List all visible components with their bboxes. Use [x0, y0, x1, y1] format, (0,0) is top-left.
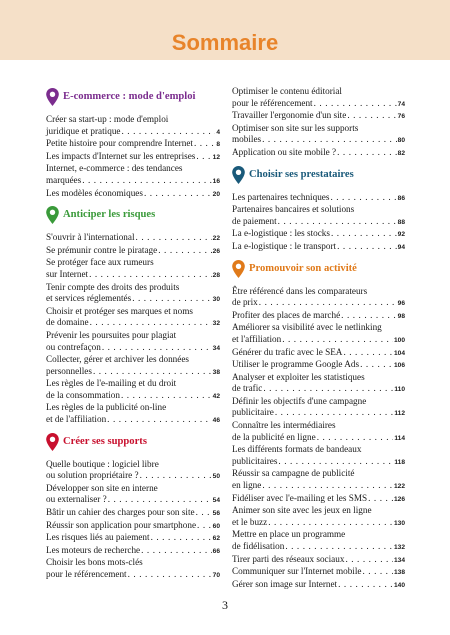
- toc-entry-title: Les impacts d'Internet sur les entreprises: [46, 150, 196, 161]
- toc-page-number: 38: [212, 368, 220, 376]
- dot-leader: [363, 566, 393, 578]
- toc-entry[interactable]: [46, 507, 220, 520]
- toc-entry[interactable]: [46, 354, 220, 378]
- section-title: Créer ses supports: [63, 435, 147, 447]
- toc-page-number: 114: [394, 434, 405, 442]
- dot-leader: [263, 383, 393, 395]
- toc-entry[interactable]: [232, 192, 405, 205]
- toc-entry[interactable]: [46, 245, 220, 258]
- toc-page-number: 50: [212, 473, 220, 481]
- map-pin-icon: [232, 166, 245, 184]
- dot-leader: [194, 138, 215, 150]
- section-heading: [46, 206, 220, 224]
- toc-entry[interactable]: [46, 330, 220, 354]
- toc-entry[interactable]: [46, 483, 220, 507]
- toc-entry-title: de prix: [232, 297, 258, 308]
- toc-page-number: 12: [212, 153, 220, 161]
- dot-leader: [144, 188, 212, 200]
- toc-entry-title: La e-logistique : les stocks: [232, 228, 330, 239]
- toc-page-number: 94: [397, 243, 405, 251]
- map-pin-icon: [46, 433, 59, 451]
- toc-entry-title: et de l'affiliation: [46, 414, 107, 425]
- toc-entry[interactable]: [46, 138, 220, 151]
- toc-page-number: 104: [393, 349, 405, 357]
- toc-entry-title: publicitaires: [232, 455, 278, 466]
- toc-entry-title: Prévenir les poursuites pour plagiat: [46, 329, 177, 340]
- toc-entry[interactable]: [232, 322, 405, 346]
- toc-entry-title: Les modèles économiques: [46, 187, 143, 198]
- toc-entry-title: Être référencé dans les comparateurs: [232, 285, 368, 296]
- toc-page-number: 20: [212, 190, 220, 198]
- page-number: 3: [222, 598, 228, 612]
- toc-entry-title: pour le référencement: [232, 97, 313, 108]
- dot-leader: [317, 432, 394, 444]
- toc-page-number: 134: [393, 556, 405, 564]
- toc-entry[interactable]: [46, 232, 220, 245]
- toc-page-number: 126: [393, 495, 405, 503]
- toc-entry[interactable]: [232, 372, 405, 396]
- toc-entry-title: de la consommation: [46, 389, 120, 400]
- toc-entry-title: Réussir son application pour smartphone: [46, 519, 197, 530]
- dot-leader: [132, 293, 211, 305]
- toc-entry-title: Petite histoire pour comprendre Internet: [46, 138, 193, 149]
- dot-leader: [285, 541, 393, 553]
- toc-entry-title: Définir les objectifs d'une campagne: [232, 395, 367, 406]
- dot-leader: [275, 407, 394, 419]
- toc-entry[interactable]: [232, 286, 405, 310]
- toc-page-number: 96: [397, 300, 405, 308]
- toc-entry-title: Optimiser le contenu éditorial: [232, 86, 342, 96]
- section-title: Promouvoir son activité: [249, 262, 357, 274]
- toc-entry[interactable]: [232, 566, 405, 579]
- toc-entry[interactable]: [232, 310, 405, 323]
- toc-entry-title: Utiliser le programme Google Ads: [232, 359, 360, 370]
- toc-entry-title: Fidéliser avec l'e-mailing et les SMS: [232, 492, 368, 503]
- toc-entry[interactable]: [46, 151, 220, 164]
- toc-entry[interactable]: [232, 468, 405, 492]
- toc-entry-title: Les risques liés au paiement: [46, 532, 150, 543]
- toc-page-number: 138: [393, 569, 405, 577]
- toc-entry-title: Les moteurs de recherche: [46, 544, 141, 555]
- toc-entry[interactable]: [232, 420, 405, 444]
- dot-leader: [82, 175, 211, 187]
- toc-entry-title: pour le référencement: [46, 569, 127, 579]
- toc-entry[interactable]: [232, 505, 405, 529]
- toc-page-number: 8: [216, 141, 220, 149]
- toc-entry[interactable]: [232, 204, 405, 228]
- toc-entry-title: juridique et pratique: [46, 125, 121, 136]
- toc-entry-title: Collecter, gérer et archiver les données: [46, 354, 189, 365]
- toc-entry-title: publicitaire: [232, 407, 274, 418]
- toc-entry[interactable]: [46, 114, 220, 138]
- toc-page-number: 26: [212, 247, 220, 255]
- toc-entry-title: Créer sa start-up : mode d'emploi: [46, 114, 169, 124]
- toc-entry-title: mobiles: [232, 134, 262, 145]
- dot-leader: [330, 192, 396, 204]
- toc-entry[interactable]: [232, 554, 405, 567]
- toc-entry-title: Gérer son image sur Internet: [232, 578, 338, 589]
- dot-leader: [262, 134, 397, 146]
- toc-entry[interactable]: [232, 147, 405, 160]
- toc-entry-title: et l'affiliation: [232, 333, 282, 344]
- dot-leader: [314, 98, 397, 110]
- toc-entry-title: Développer son site en interne: [46, 482, 158, 493]
- toc-entry-title: Générer du trafic avec le SEA: [232, 346, 343, 357]
- toc-entry-title: ou contrefaçon: [46, 341, 101, 352]
- dot-leader: [196, 507, 212, 519]
- dot-leader: [197, 520, 212, 532]
- section-heading: [232, 260, 405, 278]
- toc-page-number: 66: [212, 547, 220, 555]
- toc-entry-title: Mettre en place un programme: [232, 529, 346, 540]
- toc-entry-title: Internet, e-commerce : des tendances: [46, 163, 183, 174]
- section-heading: [232, 166, 405, 184]
- toc-entry-title: La e-logistique : le transport: [232, 240, 337, 251]
- dot-leader: [262, 480, 393, 492]
- section-title: Anticiper les risques: [63, 209, 156, 221]
- toc-entry-title: et services réglementés: [46, 293, 132, 304]
- section-title: Choisir ses prestataires: [249, 168, 354, 180]
- section-heading: [46, 433, 220, 451]
- toc-page-number: 92: [397, 231, 405, 239]
- toc-page-number: 32: [212, 320, 220, 328]
- toc-entry-title: Analyser et exploiter les statistiques: [232, 371, 365, 382]
- dot-leader: [268, 517, 393, 529]
- toc-entry[interactable]: [232, 359, 405, 372]
- toc-entry-title: Connaître les intermédiaires: [232, 420, 336, 431]
- toc-entry[interactable]: [232, 444, 405, 468]
- toc-entry-title: Réussir sa campagne de publicité: [232, 468, 355, 479]
- toc-entry[interactable]: [46, 532, 220, 545]
- dot-leader: [93, 366, 212, 378]
- toc-page-number: 130: [393, 519, 405, 527]
- toc-page-number: 140: [393, 581, 405, 589]
- toc-column-left: [46, 86, 220, 582]
- dot-leader: [337, 241, 397, 253]
- toc-page-number: 100: [393, 336, 405, 344]
- toc-page-number: 34: [212, 344, 220, 352]
- toc-entry-title: S'ouvrir à l'international: [46, 232, 135, 243]
- toc-entry[interactable]: [232, 241, 405, 254]
- toc-entry-title: Améliorer sa visibilité avec le netlinking: [232, 322, 382, 333]
- toc-entry[interactable]: [46, 402, 220, 426]
- map-pin-icon: [46, 88, 59, 106]
- toc-entry-title: Communiquer sur l'Internet mobile: [232, 566, 362, 577]
- toc-page-number: 70: [212, 572, 220, 579]
- dot-leader: [196, 151, 211, 163]
- toc-page-number: 88: [397, 218, 405, 226]
- toc-entry[interactable]: [46, 282, 220, 306]
- page-title: Sommaire: [171, 30, 279, 55]
- toc-page-number: 46: [212, 417, 220, 425]
- dot-leader: [360, 359, 393, 371]
- toc-entry[interactable]: [232, 228, 405, 241]
- toc-entry-title: Optimiser son site sur les supports: [232, 122, 359, 133]
- toc-entry-title: ou externaliser ?: [46, 494, 107, 505]
- toc-entry-title: Partenaires bancaires et solutions: [232, 204, 355, 215]
- dot-leader: [158, 245, 211, 257]
- dot-leader: [368, 493, 393, 505]
- toc-entry-title: Les partenaires techniques: [232, 191, 330, 202]
- toc-entry[interactable]: [232, 579, 405, 592]
- toc-page-number: 106: [393, 362, 405, 370]
- toc-entry[interactable]: [46, 459, 220, 483]
- toc-entry-title: Tenir compte des droits des produits: [46, 281, 180, 292]
- toc-entry-title: Se protéger face aux rumeurs: [46, 257, 154, 268]
- section-title: E-commerce : mode d'emploi: [63, 91, 196, 103]
- toc-page-number: 76: [397, 113, 405, 121]
- toc-entry[interactable]: [232, 493, 405, 506]
- toc-page-number: 30: [212, 296, 220, 304]
- dot-leader: [141, 545, 212, 557]
- toc-page-number: 110: [394, 386, 405, 394]
- dot-leader: [345, 554, 393, 566]
- map-pin-icon: [46, 206, 59, 224]
- toc-entry-title: personnelles: [46, 365, 92, 376]
- section-heading: [46, 88, 220, 106]
- dot-leader: [151, 532, 212, 544]
- toc-page-number: 132: [393, 544, 405, 551]
- toc-entry-title: ou solution propriétaire ?: [46, 470, 139, 481]
- dot-leader: [343, 347, 393, 359]
- toc-entry-title: de paiement: [232, 215, 277, 226]
- toc-page-number: 54: [212, 497, 220, 505]
- toc-entry-title: Choisir et protéger ses marques et noms: [46, 305, 193, 316]
- toc-page-number: 16: [212, 177, 220, 185]
- dot-leader: [107, 414, 211, 426]
- toc-entry-title: en ligne: [232, 480, 262, 491]
- toc-entry[interactable]: [46, 163, 220, 187]
- toc-column-right: [232, 86, 405, 591]
- dot-leader: [89, 269, 212, 281]
- toc-entry[interactable]: [46, 520, 220, 533]
- toc-entry-title: Se prémunir contre le piratage: [46, 244, 158, 255]
- dot-leader: [338, 579, 393, 591]
- dot-leader: [278, 456, 393, 468]
- toc-entry-title: Les différents formats de bandeaux: [232, 444, 362, 455]
- toc-entry-title: de trafic: [232, 383, 263, 394]
- toc-page-number: 60: [212, 522, 220, 530]
- toc-page-number: 82: [397, 149, 405, 157]
- toc-entry-title: Choisir les bons mots-clés: [46, 557, 143, 568]
- toc-entry[interactable]: [46, 188, 220, 201]
- dot-leader: [90, 317, 212, 329]
- dot-leader: [341, 310, 396, 322]
- dot-leader: [140, 470, 212, 482]
- toc-entry[interactable]: [232, 529, 405, 553]
- toc-entry[interactable]: [232, 396, 405, 420]
- dot-leader: [108, 494, 212, 506]
- toc-page-number: 74: [397, 100, 405, 108]
- toc-page-number: 118: [394, 458, 405, 466]
- toc-page-number: 80: [397, 137, 405, 145]
- toc-page-number: 112: [394, 410, 405, 418]
- toc-entry-title: Bâtir un cahier des charges pour son site: [46, 507, 195, 518]
- toc-page-number: 42: [212, 392, 220, 400]
- toc-page-number: 56: [212, 510, 220, 518]
- dot-leader: [259, 297, 397, 309]
- toc-page-number: 86: [397, 194, 405, 202]
- dot-leader: [278, 216, 397, 228]
- toc-page-number: 98: [397, 312, 405, 320]
- toc-entry[interactable]: [232, 347, 405, 360]
- dot-leader: [347, 110, 396, 122]
- toc-entry[interactable]: [46, 257, 220, 281]
- toc-entry-title: et le buzz: [232, 516, 268, 527]
- dot-leader: [282, 334, 393, 346]
- toc-entry-title: Application ou site mobile ?: [232, 146, 337, 157]
- dot-leader: [331, 228, 397, 240]
- toc-entry-title: Travailler l'ergonomie d'un site: [232, 110, 347, 121]
- toc-entry[interactable]: [46, 306, 220, 330]
- toc-entry[interactable]: [232, 86, 405, 110]
- toc-entry-title: Tirer parti des réseaux sociaux: [232, 553, 345, 564]
- toc-page-number: 62: [212, 535, 220, 543]
- toc-page-number: 28: [212, 271, 220, 279]
- toc-entry-title: Les règles de l'e-mailing et du droit: [46, 378, 177, 389]
- dot-leader: [128, 569, 212, 581]
- toc-entry-title: de la publicité en ligne: [232, 431, 316, 442]
- dot-leader: [102, 342, 212, 354]
- map-pin-icon: [232, 260, 245, 278]
- toc-page-number: 4: [216, 128, 220, 136]
- toc-entry-title: sur Internet: [46, 268, 89, 279]
- dot-leader: [121, 390, 212, 402]
- toc-entry[interactable]: [46, 557, 220, 581]
- toc-entry[interactable]: [46, 545, 220, 558]
- dot-leader: [337, 147, 397, 159]
- toc-entry-title: Les règles de la publicité on-line: [46, 402, 167, 413]
- toc-entry[interactable]: [46, 378, 220, 402]
- toc-entry[interactable]: [232, 110, 405, 123]
- toc-entry-title: marquées: [46, 174, 82, 185]
- toc-entry-title: de domaine: [46, 317, 89, 328]
- toc-page-number: 122: [393, 483, 405, 491]
- toc-entry[interactable]: [232, 123, 405, 147]
- toc-entry-title: Animer son site avec les jeux en ligne: [232, 505, 372, 516]
- toc-entry-title: Profiter des places de marché: [232, 309, 341, 320]
- dot-leader: [122, 126, 216, 138]
- toc-entry-title: Quelle boutique : logiciel libre: [46, 458, 159, 469]
- toc-page-number: 22: [212, 235, 220, 243]
- dot-leader: [136, 232, 212, 244]
- toc-entry-title: de fidélisation: [232, 541, 285, 551]
